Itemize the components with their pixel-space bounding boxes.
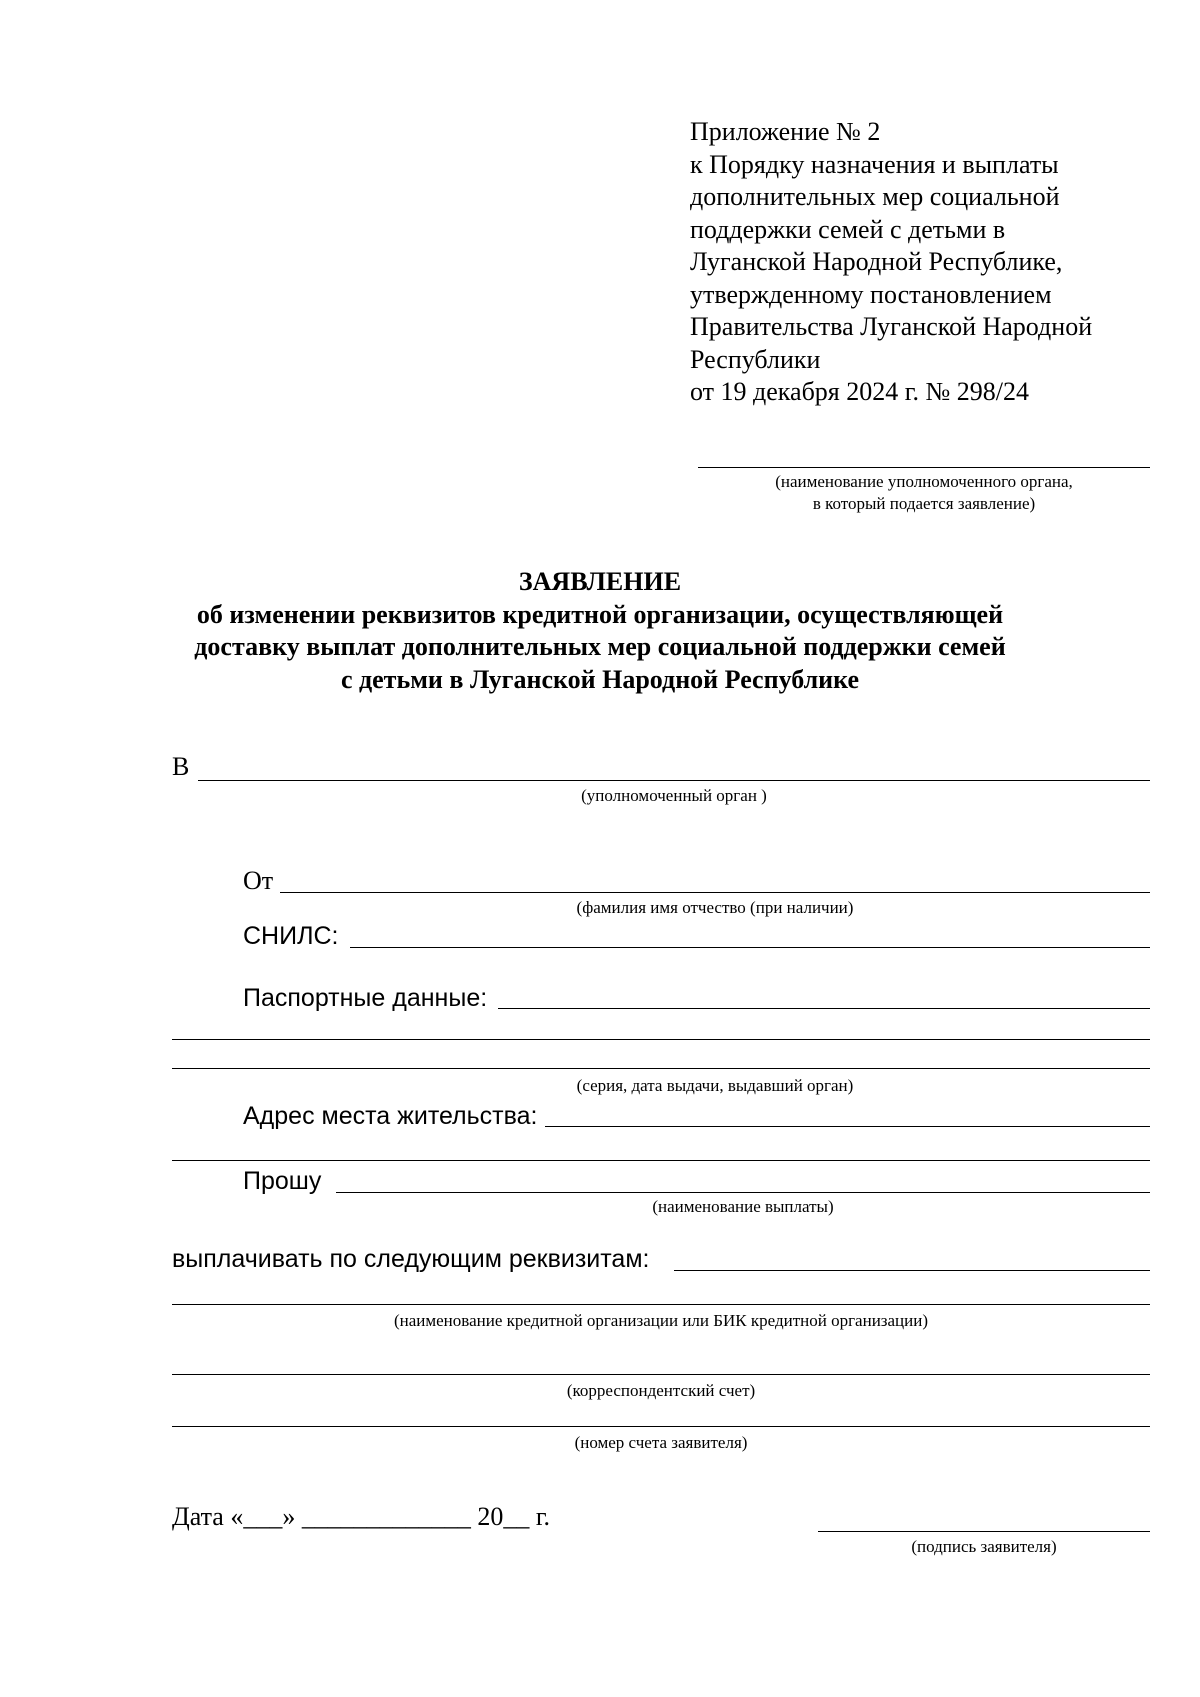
address-field-line-2[interactable] bbox=[172, 1160, 1150, 1161]
account-field-line[interactable] bbox=[172, 1426, 1150, 1427]
passport-label: Паспортные данные: bbox=[243, 984, 488, 1012]
passport-caption: (серия, дата выдачи, выдавший орган) bbox=[576, 1076, 854, 1095]
request-field-line[interactable] bbox=[336, 1192, 1150, 1193]
appendix-line: Приложение № 2 bbox=[690, 117, 881, 146]
to-label: В bbox=[172, 752, 190, 781]
appendix-line: поддержки семей с детьми в bbox=[690, 214, 1006, 244]
appendix-line: дополнительных мер социальной bbox=[690, 182, 1060, 211]
authority-caption-1: (наименование уполномоченного органа, bbox=[775, 472, 1073, 491]
from-caption: (фамилия имя отчество (при наличии) bbox=[576, 898, 854, 917]
snils-label: СНИЛС: bbox=[243, 922, 339, 950]
address-field-line[interactable] bbox=[545, 1126, 1150, 1127]
pay-field-line[interactable] bbox=[674, 1270, 1150, 1271]
appendix-line: Правительства Луганской Народной bbox=[690, 312, 1093, 341]
snils-field-line[interactable] bbox=[350, 947, 1150, 948]
passport-field-line-3[interactable] bbox=[172, 1068, 1150, 1069]
appendix-note bbox=[690, 116, 1170, 409]
title-heading: ЗАЯВЛЕНИЕ bbox=[518, 567, 682, 596]
document-title bbox=[0, 566, 1200, 696]
appendix-line: утвержденному постановлением bbox=[690, 279, 1052, 309]
title-line: доставку выплат дополнительных мер социальной поддержки семей bbox=[194, 632, 1006, 661]
from-field-line[interactable] bbox=[280, 892, 1150, 893]
title-line: об изменении реквизитов кредитной организации, осуществляющей bbox=[196, 599, 1004, 629]
bank-caption: (наименование кредитной организации или БИК кредитной организации) bbox=[393, 1311, 929, 1330]
corr-account-caption: (корреспондентский счет) bbox=[566, 1381, 756, 1400]
request-caption: (наименование выплаты) bbox=[652, 1197, 834, 1216]
from-label: От bbox=[243, 866, 274, 895]
appendix-line: Республики bbox=[690, 344, 821, 374]
to-field-line[interactable] bbox=[198, 780, 1150, 781]
bank-field-line[interactable] bbox=[172, 1304, 1150, 1305]
appendix-line: к Порядку назначения и выплаты bbox=[690, 149, 1059, 179]
corr-account-field-line[interactable] bbox=[172, 1374, 1150, 1375]
address-label: Адрес места жительства: bbox=[243, 1102, 538, 1130]
passport-field-line-2[interactable] bbox=[172, 1039, 1150, 1040]
to-caption: (уполномоченный орган ) bbox=[581, 786, 767, 805]
signature-caption: (подпись заявителя) bbox=[911, 1537, 1057, 1556]
pay-label: выплачивать по следующим реквизитам: bbox=[172, 1245, 650, 1273]
account-caption: (номер счета заявителя) bbox=[574, 1433, 748, 1452]
title-line: с детьми в Луганской Народной Республике bbox=[340, 664, 860, 694]
passport-field-line[interactable] bbox=[498, 1008, 1150, 1009]
appendix-line: Луганской Народной Республике, bbox=[690, 247, 1063, 276]
request-label: Прошу bbox=[243, 1167, 322, 1195]
date-field[interactable]: Дата «___» _____________ 20__ г. bbox=[172, 1502, 551, 1531]
signature-field-line[interactable] bbox=[818, 1531, 1150, 1532]
appendix-line: от 19 декабря 2024 г. № 298/24 bbox=[690, 377, 1030, 406]
authority-caption-2: в который подается заявление) bbox=[812, 494, 1036, 513]
authority-field-line[interactable] bbox=[698, 467, 1150, 468]
